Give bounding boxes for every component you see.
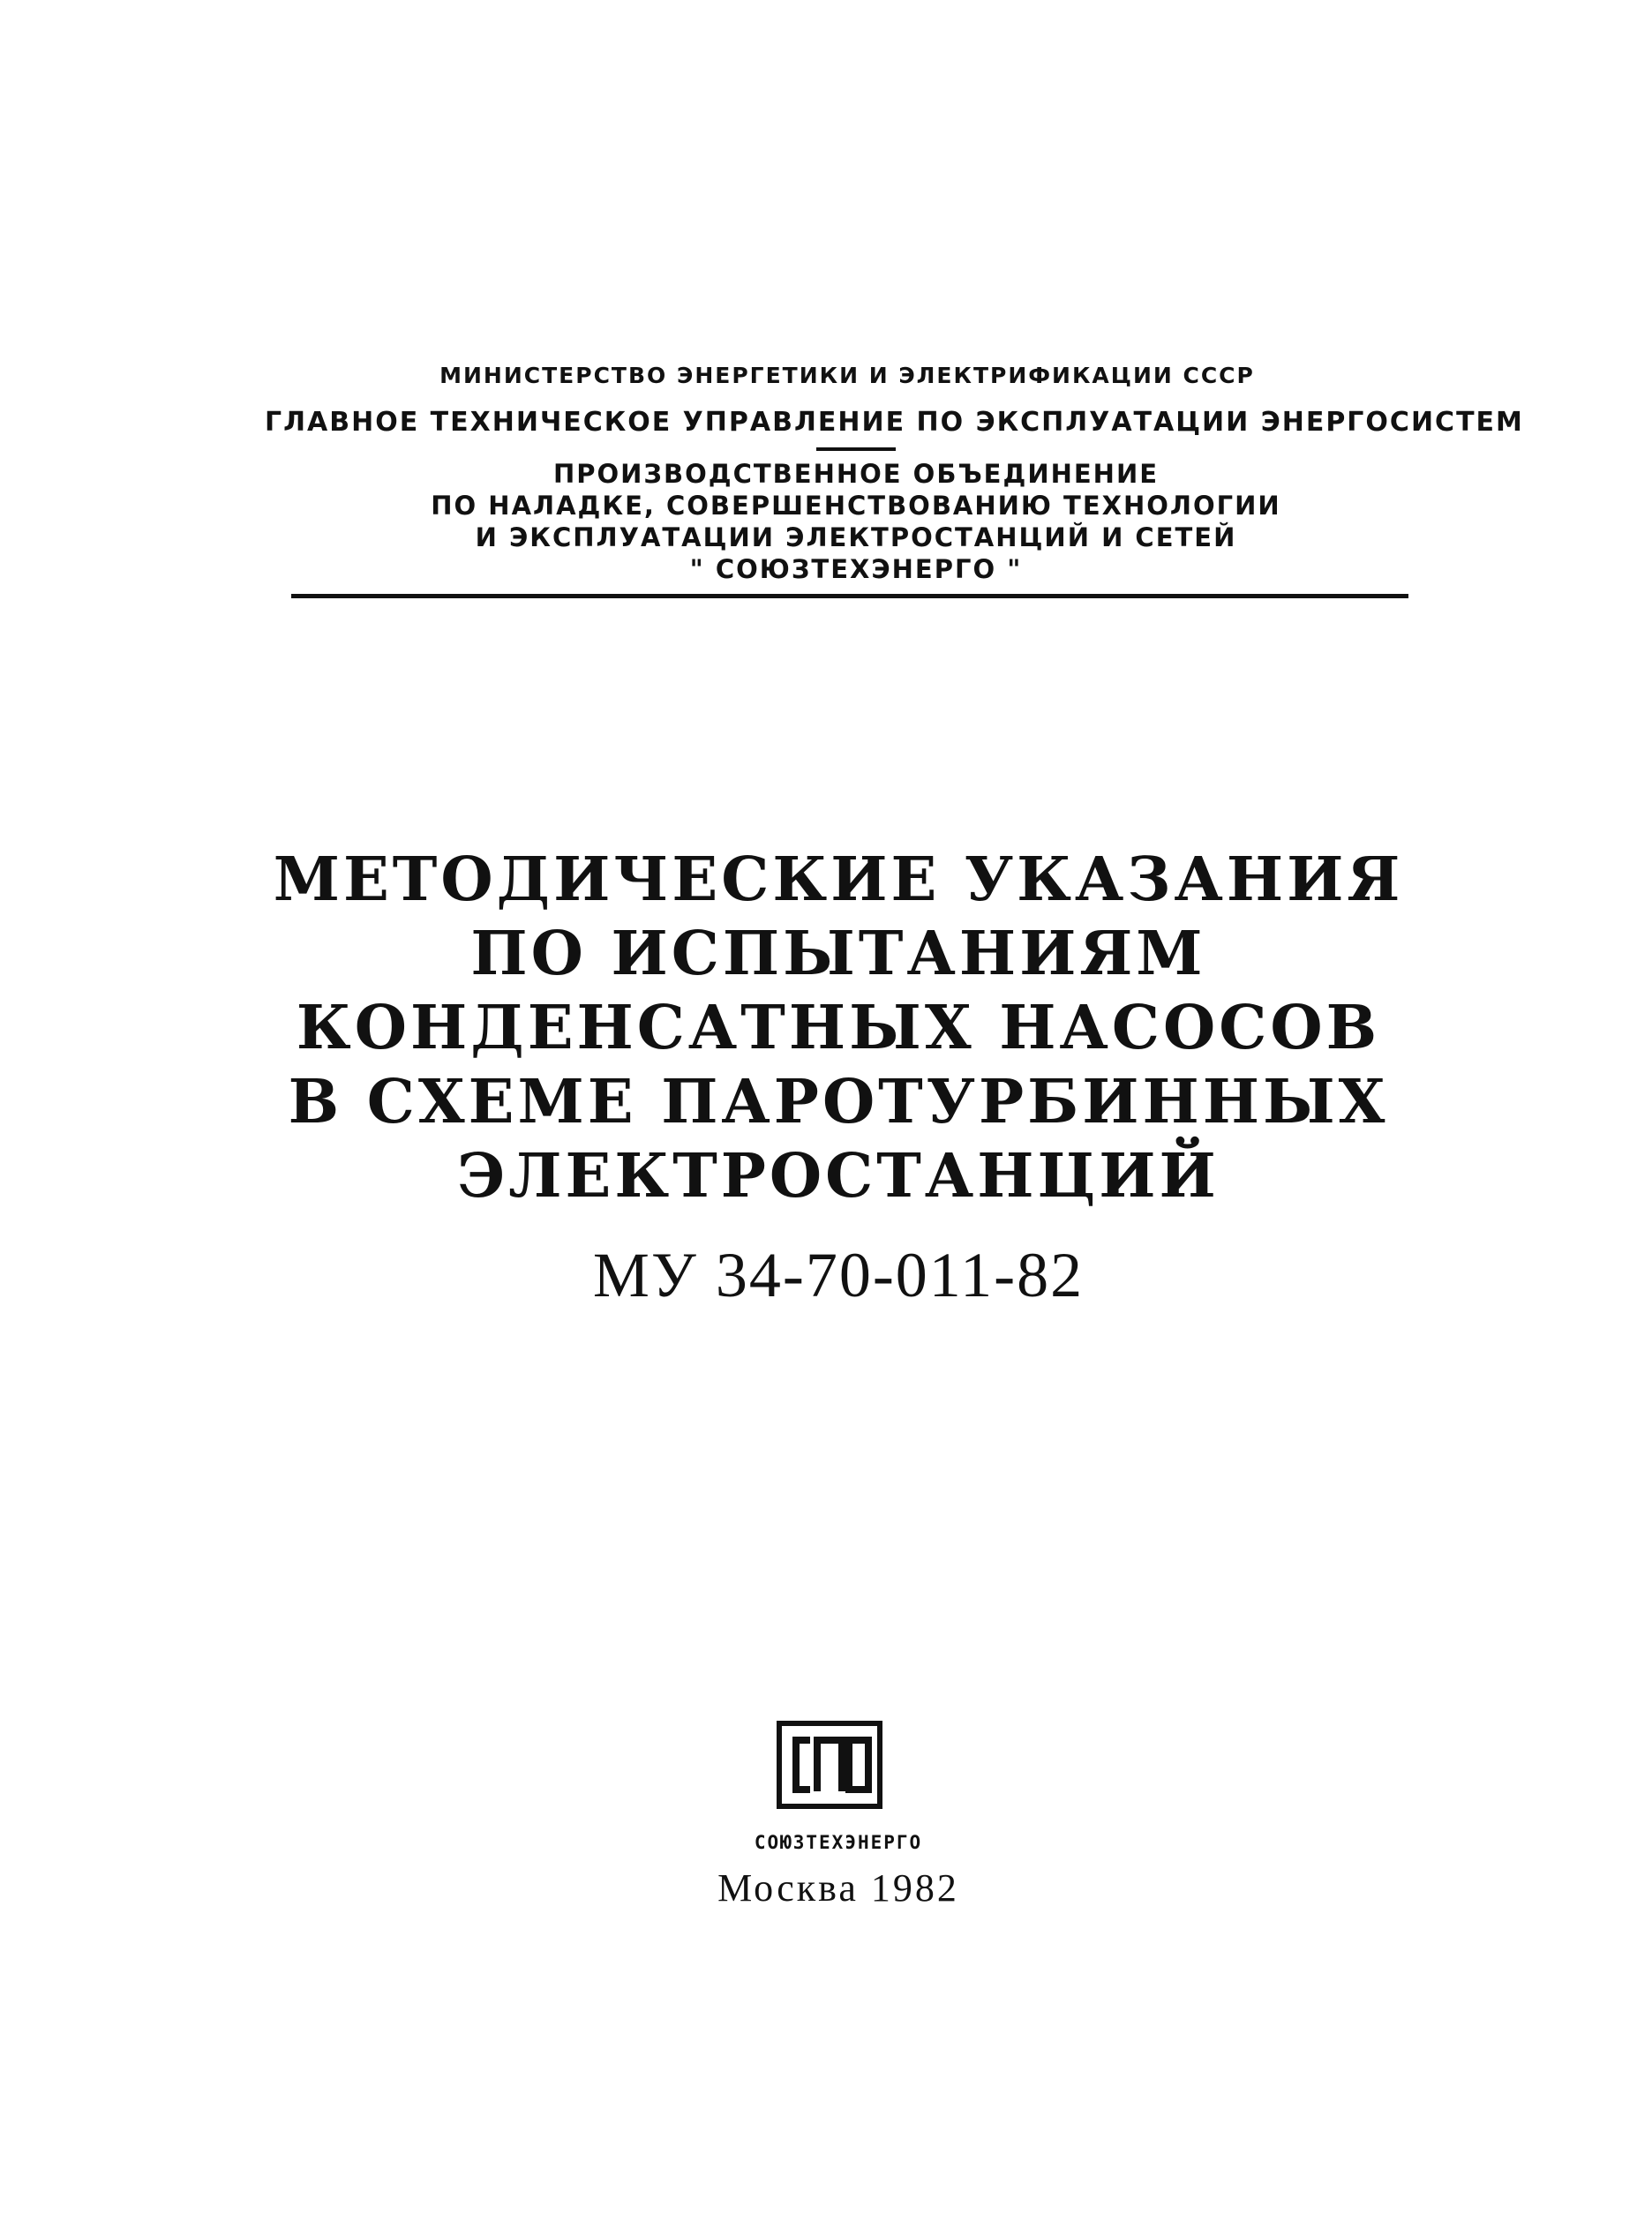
organization-line: ПРОИЗВОДСТВЕННОЕ ОБЪЕДИНЕНИЕ: [552, 459, 1160, 489]
department-name: ГЛАВНОЕ ТЕХНИЧЕСКОЕ УПРАВЛЕНИЕ ПО ЭКСПЛУАТАЦИИ ЭНЕРГОСИСТЕМ: [265, 407, 1524, 438]
title-line: В СХЕМЕ ПАРОТУРБИННЫХ: [288, 1067, 1389, 1137]
title-line: МЕТОДИЧЕСКИЕ УКАЗАНИЯ: [273, 844, 1404, 915]
title-line: ПО ИСПЫТАНИЯМ: [470, 919, 1206, 989]
short-divider: [816, 447, 896, 451]
publisher-name: СОЮЗТЕХЭНЕРГО: [754, 1832, 923, 1853]
issuing-bodies: [265, 349, 1524, 585]
organization-name: [265, 458, 1412, 585]
city-year: Москва 1982: [717, 1866, 959, 1910]
title-line: ЭЛЕКТРОСТАНЦИЙ: [457, 1141, 1220, 1212]
spo-logo-icon: [777, 1721, 882, 1809]
organization-line: " СОЮЗТЕХЭНЕРГО ": [689, 554, 1023, 584]
document-title: [265, 843, 1412, 1213]
document-code: МУ 34-70-011-82: [592, 1240, 1085, 1310]
organization-line: ПО НАЛАДКЕ, СОВЕРШЕНСТВОВАНИЮ ТЕХНОЛОГИИ: [431, 491, 1281, 521]
title-line: КОНДЕНСАТНЫХ НАСОСОВ: [296, 993, 1381, 1063]
header-divider: [291, 594, 1408, 598]
ministry-name: МИНИСТЕРСТВО ЭНЕРГЕТИКИ И ЭЛЕКТРИФИКАЦИИ СССР: [439, 363, 1255, 388]
organization-line: И ЭКСПЛУАТАЦИИ ЭЛЕКТРОСТАНЦИЙ И СЕТЕЙ: [475, 522, 1237, 552]
